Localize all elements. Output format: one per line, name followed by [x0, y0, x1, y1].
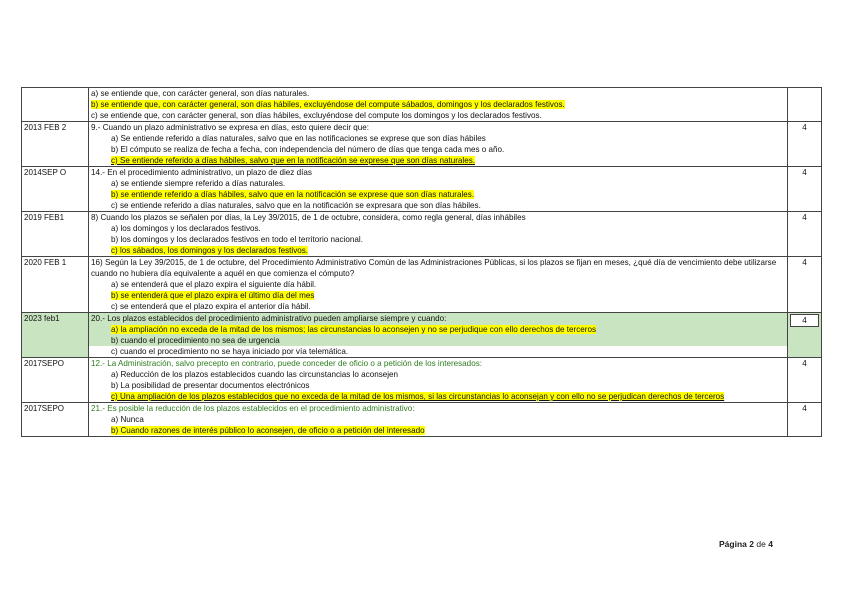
table-row: [22, 313, 822, 358]
question-text: 8) Cuando los plazos se señalen por días, la Ley 39/2015, de 1 de octubre, considera, como regla general, días inhábiles: [91, 213, 526, 222]
option-text-highlighted: c) Se entiende referido a días hábiles, salvo que en la notificación se exprese que son días naturales.: [111, 156, 475, 165]
date-cell: 2019 FEB1: [22, 212, 89, 257]
footer-label: Página: [719, 539, 747, 549]
content-cell: [89, 167, 788, 212]
number-cell: [788, 88, 822, 122]
option-text: a) Nunca: [111, 415, 144, 424]
table-row: [22, 167, 822, 212]
option-text-highlighted: c) los sábados, los domingos y los declarados festivos.: [111, 246, 309, 255]
option-text: b) El cómputo se realiza de fecha a fecha, con independencia del número de días que tenga cada mes o año.: [111, 145, 505, 154]
date-cell: 2017SEPO: [22, 403, 89, 437]
content-cell: [89, 88, 788, 122]
date-cell: 2013 FEB 2: [22, 122, 89, 167]
content-cell: [89, 313, 788, 358]
question-text: 9.- Cuando un plazo administrativo se expresa en días, esto quiere decir que:: [91, 123, 370, 132]
option-text-highlighted: b) Cuando razones de interés público lo aconsejen, de oficio o a petición del interesado: [111, 426, 425, 435]
option-text-highlighted: a) la ampliación no exceda de la mitad de los mismos; las circunstancias lo aconsejen y no se perjudique con ello derechos de terceros: [111, 325, 596, 334]
footer-page: 2: [749, 539, 754, 549]
content-cell: [89, 212, 788, 257]
page-footer: [719, 539, 773, 549]
footer-sep: de: [756, 539, 766, 549]
option-text: c) se entenderá que el plazo expira el anterior día hábil.: [111, 302, 311, 311]
number-value: 4: [790, 314, 819, 327]
table-row: [22, 358, 822, 403]
option-text: a) se entenderá que el plazo expira el siguiente día hábil.: [111, 280, 317, 289]
option-text: c) se entiende que, con carácter general, son días hábiles, excluyéndose del compute los domingos y los declarados festivos.: [91, 111, 542, 120]
option-text: a) se entiende siempre referido a días naturales.: [111, 179, 286, 188]
number-cell: 4: [788, 257, 822, 313]
option-text: a) Se entiende referido a días naturales, salvo que en las notificaciones se exprese que son días hábiles: [111, 134, 486, 143]
footer-total: 4: [768, 539, 773, 549]
number-cell: [788, 313, 822, 358]
question-text: 16) Según la Ley 39/2015, de 1 de octubre, del Procedimiento Administrativo Común de las Administraciones Públicas, si los plazos se fijan en meses, ¿qué día de vencimiento debe utilizarse cuando no hubiera día equivalente a aquél en que comienza el cómputo?: [91, 258, 777, 278]
question-text: 14.- En el procedimiento administrativo, un plazo de diez días: [91, 168, 312, 177]
content-cell: [89, 257, 788, 313]
option-text: a) se entiende que, con carácter general, son días naturales.: [91, 89, 310, 98]
option-text: b) los domingos y los declarados festivos en todo el territorio nacional.: [111, 235, 363, 244]
option-text-highlighted: b) se entenderá que el plazo expira el último día del mes: [111, 291, 315, 300]
number-cell: 4: [788, 212, 822, 257]
option-text: c) se entiende referido a días naturales, salvo que en la notificación se expresara que son días hábiles.: [111, 201, 481, 210]
number-cell: 4: [788, 358, 822, 403]
option-text-highlighted: b) se entiende que, con carácter general, son días hábiles, excluyéndose del compute sábados, domingos y los declarados festivos.: [91, 100, 565, 109]
date-cell: [22, 88, 89, 122]
date-cell: 2014SEP O: [22, 167, 89, 212]
table-row: [22, 212, 822, 257]
option-text: a) Reducción de los plazos establecidos cuando las circunstancias lo aconsejen: [111, 370, 399, 379]
date-cell: 2023 feb1: [22, 313, 89, 358]
question-text: 12.- La Administración, salvo precepto en contrario, puede conceder de oficio o a petición de los interesados:: [91, 359, 482, 368]
question-text: 20.- Los plazos establecidos del procedimiento administrativo pueden ampliarse siempre y cuando:: [91, 314, 447, 323]
option-text-highlighted: b) se entiende referido a días hábiles, salvo que en la notificación se exprese que son días naturales.: [111, 190, 475, 199]
content-cell: [89, 403, 788, 437]
option-text: a) los domingos y los declarados festivos.: [111, 224, 261, 233]
option-text: b) La posibilidad de presentar documentos electrónicos: [111, 381, 310, 390]
date-cell: 2020 FEB 1: [22, 257, 89, 313]
questions-table: [21, 87, 822, 437]
number-cell: 4: [788, 122, 822, 167]
number-cell: 4: [788, 403, 822, 437]
content-cell: [89, 358, 788, 403]
table-row: [22, 257, 822, 313]
date-cell: 2017SEPO: [22, 358, 89, 403]
option-text-highlighted: c) Una ampliación de los plazos establecidos que no exceda de la mitad de los mismos, si las circunstancias lo aconsejan y con ello no se perjudican derechos de terceros: [111, 392, 725, 401]
table-row: [22, 122, 822, 167]
question-text: 21.- Es posible la reducción de los plazos establecidos en el procedimiento administrativo:: [91, 404, 415, 413]
option-text: c) cuando el procedimiento no se haya iniciado por vía telemática.: [89, 346, 787, 357]
table-row: [22, 88, 822, 122]
table-row: [22, 403, 822, 437]
content-cell: [89, 122, 788, 167]
option-text: b) cuando el procedimiento no sea de urgencia: [111, 336, 280, 345]
number-cell: 4: [788, 167, 822, 212]
